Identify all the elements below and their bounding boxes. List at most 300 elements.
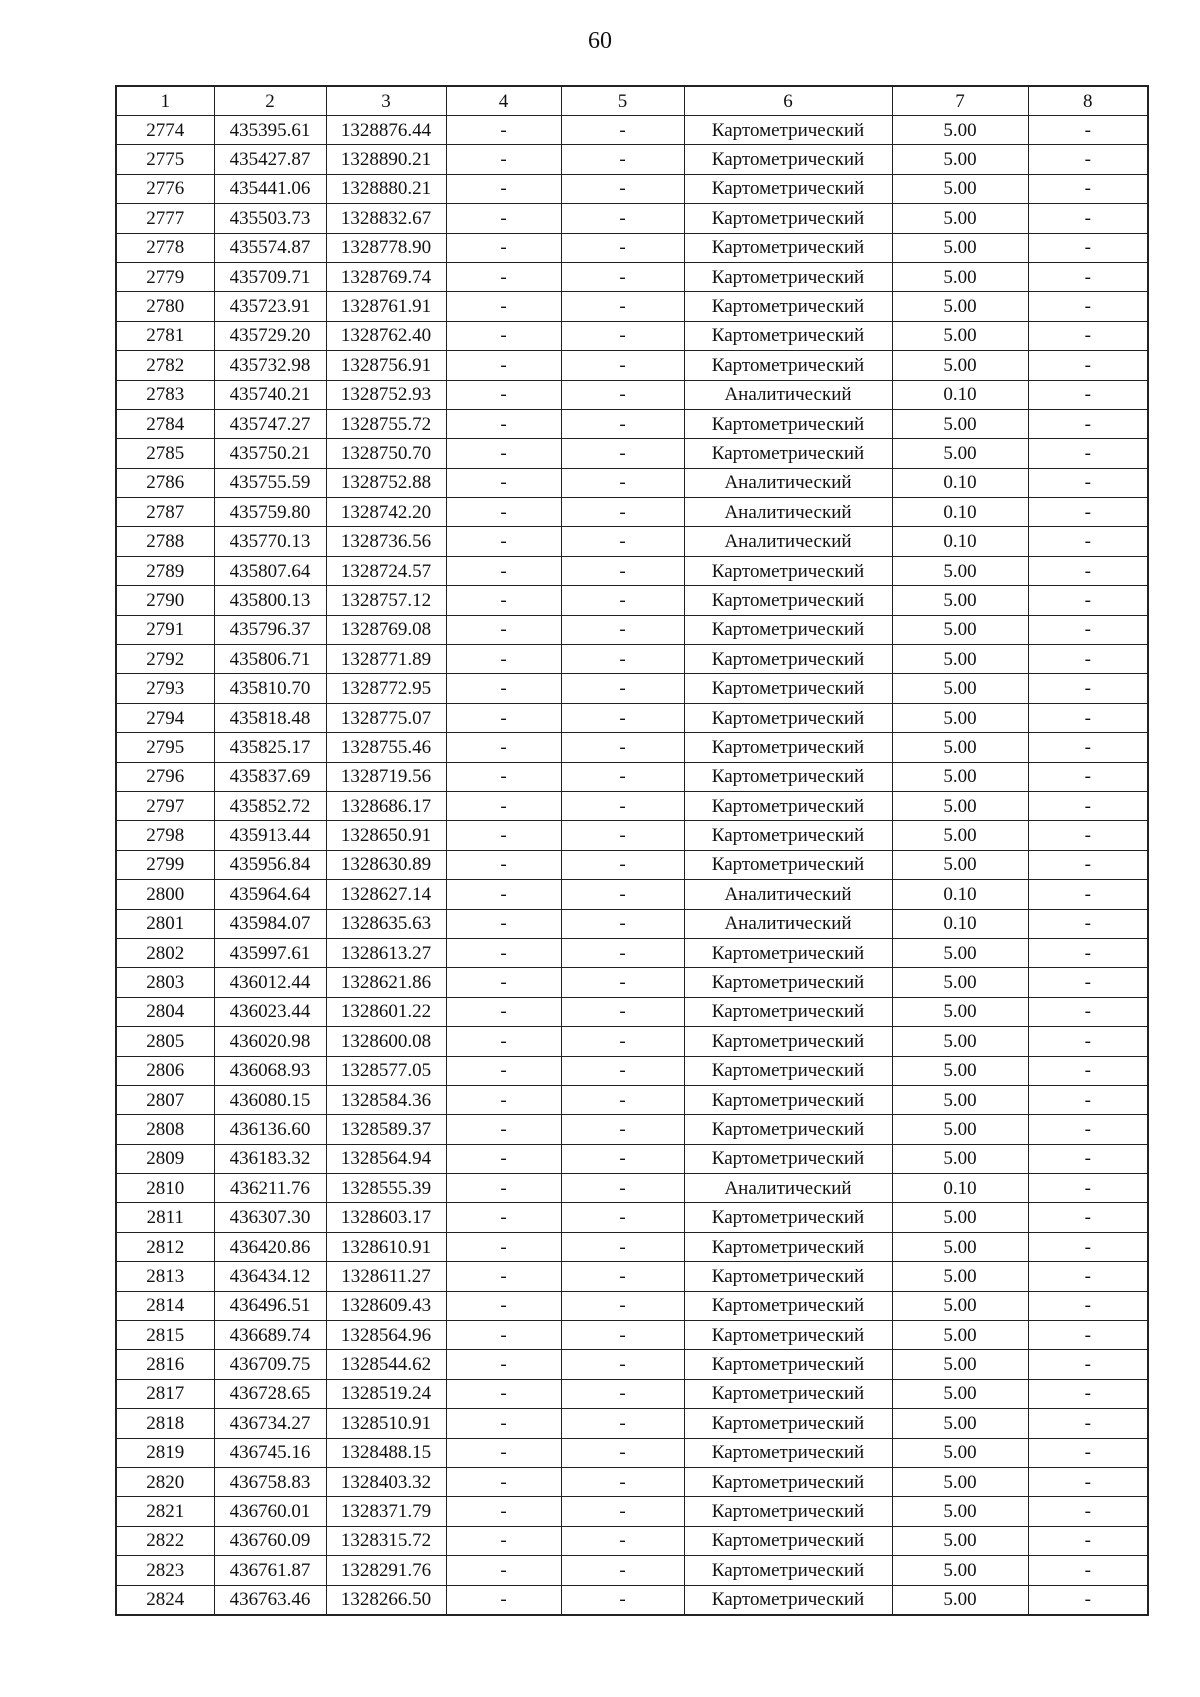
col4-cell: - <box>446 703 561 732</box>
col8-cell: - <box>1028 380 1148 409</box>
accuracy-cell: 5.00 <box>892 204 1028 233</box>
x-coordinate-cell: 436689.74 <box>214 1321 326 1350</box>
col8-cell: - <box>1028 556 1148 585</box>
accuracy-cell: 5.00 <box>892 409 1028 438</box>
col5-cell: - <box>561 1321 684 1350</box>
y-coordinate-cell: 1328635.63 <box>326 909 446 938</box>
method-cell: Картометрический <box>684 1467 892 1496</box>
col8-cell: - <box>1028 821 1148 850</box>
col5-cell: - <box>561 262 684 291</box>
method-cell: Картометрический <box>684 1409 892 1438</box>
x-coordinate-cell: 435796.37 <box>214 615 326 644</box>
col5-cell: - <box>561 292 684 321</box>
col4-cell: - <box>446 380 561 409</box>
method-cell: Картометрический <box>684 821 892 850</box>
col8-cell: - <box>1028 1526 1148 1555</box>
point-number-cell: 2812 <box>116 1232 214 1261</box>
table-row <box>116 233 1148 262</box>
col4-cell: - <box>446 1115 561 1144</box>
y-coordinate-cell: 1328266.50 <box>326 1585 446 1615</box>
col4-cell: - <box>446 262 561 291</box>
x-coordinate-cell: 436012.44 <box>214 968 326 997</box>
x-coordinate-cell: 436760.01 <box>214 1497 326 1526</box>
y-coordinate-cell: 1328610.91 <box>326 1232 446 1261</box>
col8-cell: - <box>1028 174 1148 203</box>
point-number-cell: 2804 <box>116 997 214 1026</box>
accuracy-cell: 5.00 <box>892 292 1028 321</box>
col8-cell: - <box>1028 498 1148 527</box>
col4-cell: - <box>446 204 561 233</box>
accuracy-cell: 0.10 <box>892 1174 1028 1203</box>
col4-cell: - <box>446 1438 561 1467</box>
table-row <box>116 674 1148 703</box>
x-coordinate-cell: 435427.87 <box>214 145 326 174</box>
accuracy-cell: 5.00 <box>892 1115 1028 1144</box>
x-coordinate-cell: 436080.15 <box>214 1085 326 1114</box>
y-coordinate-cell: 1328650.91 <box>326 821 446 850</box>
col4-cell: - <box>446 1027 561 1056</box>
method-cell: Аналитический <box>684 468 892 497</box>
table-row <box>116 762 1148 791</box>
y-coordinate-cell: 1328315.72 <box>326 1526 446 1555</box>
col5-cell: - <box>561 1056 684 1085</box>
point-number-cell: 2780 <box>116 292 214 321</box>
col4-cell: - <box>446 615 561 644</box>
column-header: 3 <box>326 86 446 116</box>
y-coordinate-cell: 1328769.74 <box>326 262 446 291</box>
col4-cell: - <box>446 674 561 703</box>
method-cell: Картометрический <box>684 1232 892 1261</box>
point-number-cell: 2777 <box>116 204 214 233</box>
x-coordinate-cell: 436734.27 <box>214 1409 326 1438</box>
table-row <box>116 997 1148 1026</box>
point-number-cell: 2802 <box>116 938 214 967</box>
accuracy-cell: 5.00 <box>892 1467 1028 1496</box>
col8-cell: - <box>1028 1321 1148 1350</box>
point-number-cell: 2817 <box>116 1379 214 1408</box>
col4-cell: - <box>446 409 561 438</box>
y-coordinate-cell: 1328621.86 <box>326 968 446 997</box>
y-coordinate-cell: 1328742.20 <box>326 498 446 527</box>
col8-cell: - <box>1028 909 1148 938</box>
y-coordinate-cell: 1328371.79 <box>326 1497 446 1526</box>
column-header: 4 <box>446 86 561 116</box>
col5-cell: - <box>561 1027 684 1056</box>
accuracy-cell: 5.00 <box>892 1056 1028 1085</box>
point-number-cell: 2816 <box>116 1350 214 1379</box>
col5-cell: - <box>561 1085 684 1114</box>
col4-cell: - <box>446 1321 561 1350</box>
x-coordinate-cell: 436420.86 <box>214 1232 326 1261</box>
method-cell: Картометрический <box>684 645 892 674</box>
accuracy-cell: 5.00 <box>892 703 1028 732</box>
table-row <box>116 262 1148 291</box>
x-coordinate-cell: 436496.51 <box>214 1291 326 1320</box>
col8-cell: - <box>1028 938 1148 967</box>
y-coordinate-cell: 1328775.07 <box>326 703 446 732</box>
col5-cell: - <box>561 791 684 820</box>
col5-cell: - <box>561 1379 684 1408</box>
point-number-cell: 2810 <box>116 1174 214 1203</box>
table-row <box>116 468 1148 497</box>
col5-cell: - <box>561 204 684 233</box>
col8-cell: - <box>1028 409 1148 438</box>
accuracy-cell: 5.00 <box>892 556 1028 585</box>
table-row <box>116 1056 1148 1085</box>
y-coordinate-cell: 1328890.21 <box>326 145 446 174</box>
table-row <box>116 1115 1148 1144</box>
table-row <box>116 409 1148 438</box>
x-coordinate-cell: 435740.21 <box>214 380 326 409</box>
y-coordinate-cell: 1328757.12 <box>326 586 446 615</box>
accuracy-cell: 5.00 <box>892 174 1028 203</box>
accuracy-cell: 5.00 <box>892 1203 1028 1232</box>
accuracy-cell: 0.10 <box>892 468 1028 497</box>
point-number-cell: 2775 <box>116 145 214 174</box>
table-row <box>116 615 1148 644</box>
x-coordinate-cell: 435729.20 <box>214 321 326 350</box>
point-number-cell: 2801 <box>116 909 214 938</box>
point-number-cell: 2794 <box>116 703 214 732</box>
table-row <box>116 791 1148 820</box>
col5-cell: - <box>561 174 684 203</box>
table-row <box>116 380 1148 409</box>
col5-cell: - <box>561 674 684 703</box>
y-coordinate-cell: 1328752.93 <box>326 380 446 409</box>
x-coordinate-cell: 436761.87 <box>214 1556 326 1585</box>
col5-cell: - <box>561 968 684 997</box>
col4-cell: - <box>446 498 561 527</box>
col8-cell: - <box>1028 1203 1148 1232</box>
point-number-cell: 2792 <box>116 645 214 674</box>
col8-cell: - <box>1028 762 1148 791</box>
accuracy-cell: 0.10 <box>892 909 1028 938</box>
col5-cell: - <box>561 586 684 615</box>
method-cell: Картометрический <box>684 1321 892 1350</box>
table-row <box>116 527 1148 556</box>
col5-cell: - <box>561 1262 684 1291</box>
y-coordinate-cell: 1328584.36 <box>326 1085 446 1114</box>
table-row <box>116 1203 1148 1232</box>
col4-cell: - <box>446 762 561 791</box>
table-row <box>116 586 1148 615</box>
accuracy-cell: 5.00 <box>892 821 1028 850</box>
col4-cell: - <box>446 821 561 850</box>
col5-cell: - <box>561 409 684 438</box>
col5-cell: - <box>561 527 684 556</box>
accuracy-cell: 5.00 <box>892 674 1028 703</box>
point-number-cell: 2795 <box>116 733 214 762</box>
table-body <box>116 116 1148 1615</box>
col8-cell: - <box>1028 1262 1148 1291</box>
x-coordinate-cell: 435825.17 <box>214 733 326 762</box>
col4-cell: - <box>446 733 561 762</box>
accuracy-cell: 5.00 <box>892 615 1028 644</box>
method-cell: Аналитический <box>684 498 892 527</box>
x-coordinate-cell: 435956.84 <box>214 850 326 879</box>
point-number-cell: 2819 <box>116 1438 214 1467</box>
accuracy-cell: 5.00 <box>892 1350 1028 1379</box>
point-number-cell: 2798 <box>116 821 214 850</box>
table-row <box>116 1350 1148 1379</box>
col8-cell: - <box>1028 1115 1148 1144</box>
method-cell: Картометрический <box>684 409 892 438</box>
x-coordinate-cell: 435770.13 <box>214 527 326 556</box>
col8-cell: - <box>1028 116 1148 145</box>
accuracy-cell: 5.00 <box>892 233 1028 262</box>
col4-cell: - <box>446 1232 561 1261</box>
col5-cell: - <box>561 1291 684 1320</box>
x-coordinate-cell: 435807.64 <box>214 556 326 585</box>
col8-cell: - <box>1028 321 1148 350</box>
col5-cell: - <box>561 821 684 850</box>
accuracy-cell: 5.00 <box>892 968 1028 997</box>
y-coordinate-cell: 1328577.05 <box>326 1056 446 1085</box>
point-number-cell: 2776 <box>116 174 214 203</box>
table-row <box>116 703 1148 732</box>
y-coordinate-cell: 1328876.44 <box>326 116 446 145</box>
header-row <box>116 86 1148 116</box>
x-coordinate-cell: 436745.16 <box>214 1438 326 1467</box>
point-number-cell: 2783 <box>116 380 214 409</box>
method-cell: Картометрический <box>684 1556 892 1585</box>
table-row <box>116 733 1148 762</box>
col4-cell: - <box>446 997 561 1026</box>
col5-cell: - <box>561 556 684 585</box>
y-coordinate-cell: 1328291.76 <box>326 1556 446 1585</box>
x-coordinate-cell: 435755.59 <box>214 468 326 497</box>
col4-cell: - <box>446 850 561 879</box>
col4-cell: - <box>446 968 561 997</box>
y-coordinate-cell: 1328755.72 <box>326 409 446 438</box>
method-cell: Картометрический <box>684 938 892 967</box>
accuracy-cell: 5.00 <box>892 1497 1028 1526</box>
method-cell: Картометрический <box>684 1526 892 1555</box>
x-coordinate-cell: 435964.64 <box>214 880 326 909</box>
x-coordinate-cell: 435997.61 <box>214 938 326 967</box>
point-number-cell: 2821 <box>116 1497 214 1526</box>
x-coordinate-cell: 435837.69 <box>214 762 326 791</box>
method-cell: Картометрический <box>684 351 892 380</box>
col8-cell: - <box>1028 1144 1148 1173</box>
col8-cell: - <box>1028 1585 1148 1615</box>
method-cell: Картометрический <box>684 116 892 145</box>
point-number-cell: 2807 <box>116 1085 214 1114</box>
point-number-cell: 2784 <box>116 409 214 438</box>
x-coordinate-cell: 435723.91 <box>214 292 326 321</box>
y-coordinate-cell: 1328771.89 <box>326 645 446 674</box>
x-coordinate-cell: 435732.98 <box>214 351 326 380</box>
table-row <box>116 1409 1148 1438</box>
x-coordinate-cell: 435984.07 <box>214 909 326 938</box>
accuracy-cell: 5.00 <box>892 586 1028 615</box>
col5-cell: - <box>561 615 684 644</box>
col5-cell: - <box>561 703 684 732</box>
col8-cell: - <box>1028 145 1148 174</box>
x-coordinate-cell: 436020.98 <box>214 1027 326 1056</box>
y-coordinate-cell: 1328600.08 <box>326 1027 446 1056</box>
x-coordinate-cell: 435709.71 <box>214 262 326 291</box>
col4-cell: - <box>446 586 561 615</box>
col8-cell: - <box>1028 1438 1148 1467</box>
y-coordinate-cell: 1328403.32 <box>326 1467 446 1496</box>
col5-cell: - <box>561 1526 684 1555</box>
table-row <box>116 556 1148 585</box>
col8-cell: - <box>1028 233 1148 262</box>
col4-cell: - <box>446 645 561 674</box>
col8-cell: - <box>1028 645 1148 674</box>
method-cell: Картометрический <box>684 1144 892 1173</box>
method-cell: Картометрический <box>684 791 892 820</box>
table-row <box>116 645 1148 674</box>
col5-cell: - <box>561 1556 684 1585</box>
table-row <box>116 1467 1148 1496</box>
x-coordinate-cell: 435503.73 <box>214 204 326 233</box>
col8-cell: - <box>1028 204 1148 233</box>
col8-cell: - <box>1028 1232 1148 1261</box>
y-coordinate-cell: 1328832.67 <box>326 204 446 233</box>
method-cell: Картометрический <box>684 1262 892 1291</box>
table-row <box>116 1379 1148 1408</box>
method-cell: Аналитический <box>684 909 892 938</box>
col8-cell: - <box>1028 968 1148 997</box>
col8-cell: - <box>1028 850 1148 879</box>
col8-cell: - <box>1028 1291 1148 1320</box>
col5-cell: - <box>561 1115 684 1144</box>
method-cell: Картометрический <box>684 1027 892 1056</box>
method-cell: Картометрический <box>684 762 892 791</box>
method-cell: Аналитический <box>684 1174 892 1203</box>
point-number-cell: 2800 <box>116 880 214 909</box>
col4-cell: - <box>446 174 561 203</box>
point-number-cell: 2793 <box>116 674 214 703</box>
col5-cell: - <box>561 1497 684 1526</box>
accuracy-cell: 0.10 <box>892 498 1028 527</box>
table-row <box>116 145 1148 174</box>
y-coordinate-cell: 1328601.22 <box>326 997 446 1026</box>
method-cell: Аналитический <box>684 380 892 409</box>
col5-cell: - <box>561 380 684 409</box>
col4-cell: - <box>446 1203 561 1232</box>
y-coordinate-cell: 1328544.62 <box>326 1350 446 1379</box>
col8-cell: - <box>1028 791 1148 820</box>
y-coordinate-cell: 1328555.39 <box>326 1174 446 1203</box>
col5-cell: - <box>561 1438 684 1467</box>
point-number-cell: 2820 <box>116 1467 214 1496</box>
y-coordinate-cell: 1328627.14 <box>326 880 446 909</box>
col5-cell: - <box>561 880 684 909</box>
table-row <box>116 1262 1148 1291</box>
accuracy-cell: 5.00 <box>892 262 1028 291</box>
col5-cell: - <box>561 498 684 527</box>
point-number-cell: 2815 <box>116 1321 214 1350</box>
method-cell: Картометрический <box>684 1379 892 1408</box>
x-coordinate-cell: 436434.12 <box>214 1262 326 1291</box>
method-cell: Картометрический <box>684 1350 892 1379</box>
method-cell: Картометрический <box>684 174 892 203</box>
x-coordinate-cell: 436211.76 <box>214 1174 326 1203</box>
col8-cell: - <box>1028 1350 1148 1379</box>
col5-cell: - <box>561 1174 684 1203</box>
y-coordinate-cell: 1328589.37 <box>326 1115 446 1144</box>
method-cell: Картометрический <box>684 968 892 997</box>
accuracy-cell: 5.00 <box>892 1321 1028 1350</box>
table-row <box>116 292 1148 321</box>
col8-cell: - <box>1028 292 1148 321</box>
col5-cell: - <box>561 321 684 350</box>
point-number-cell: 2797 <box>116 791 214 820</box>
table-row <box>116 880 1148 909</box>
table-row <box>116 1027 1148 1056</box>
accuracy-cell: 5.00 <box>892 997 1028 1026</box>
method-cell: Картометрический <box>684 233 892 262</box>
col4-cell: - <box>446 1174 561 1203</box>
x-coordinate-cell: 435800.13 <box>214 586 326 615</box>
y-coordinate-cell: 1328488.15 <box>326 1438 446 1467</box>
y-coordinate-cell: 1328724.57 <box>326 556 446 585</box>
point-number-cell: 2787 <box>116 498 214 527</box>
x-coordinate-cell: 436760.09 <box>214 1526 326 1555</box>
table-row <box>116 821 1148 850</box>
y-coordinate-cell: 1328880.21 <box>326 174 446 203</box>
col5-cell: - <box>561 1232 684 1261</box>
method-cell: Аналитический <box>684 527 892 556</box>
y-coordinate-cell: 1328750.70 <box>326 439 446 468</box>
table-row <box>116 1556 1148 1585</box>
accuracy-cell: 5.00 <box>892 116 1028 145</box>
table-row <box>116 1321 1148 1350</box>
accuracy-cell: 5.00 <box>892 1585 1028 1615</box>
y-coordinate-cell: 1328609.43 <box>326 1291 446 1320</box>
x-coordinate-cell: 435852.72 <box>214 791 326 820</box>
x-coordinate-cell: 436307.30 <box>214 1203 326 1232</box>
point-number-cell: 2791 <box>116 615 214 644</box>
table-row <box>116 1526 1148 1555</box>
y-coordinate-cell: 1328762.40 <box>326 321 446 350</box>
method-cell: Картометрический <box>684 1291 892 1320</box>
accuracy-cell: 5.00 <box>892 1409 1028 1438</box>
x-coordinate-cell: 435810.70 <box>214 674 326 703</box>
point-number-cell: 2803 <box>116 968 214 997</box>
x-coordinate-cell: 435750.21 <box>214 439 326 468</box>
x-coordinate-cell: 436136.60 <box>214 1115 326 1144</box>
table-row <box>116 1232 1148 1261</box>
method-cell: Картометрический <box>684 615 892 644</box>
col8-cell: - <box>1028 1174 1148 1203</box>
y-coordinate-cell: 1328686.17 <box>326 791 446 820</box>
column-header: 6 <box>684 86 892 116</box>
col5-cell: - <box>561 351 684 380</box>
table-row <box>116 1585 1148 1615</box>
point-number-cell: 2808 <box>116 1115 214 1144</box>
accuracy-cell: 5.00 <box>892 938 1028 967</box>
col4-cell: - <box>446 1085 561 1114</box>
x-coordinate-cell: 435759.80 <box>214 498 326 527</box>
method-cell: Картометрический <box>684 1115 892 1144</box>
col5-cell: - <box>561 733 684 762</box>
col8-cell: - <box>1028 1085 1148 1114</box>
x-coordinate-cell: 435395.61 <box>214 116 326 145</box>
y-coordinate-cell: 1328769.08 <box>326 615 446 644</box>
col5-cell: - <box>561 1585 684 1615</box>
method-cell: Аналитический <box>684 880 892 909</box>
table-row <box>116 174 1148 203</box>
accuracy-cell: 5.00 <box>892 1556 1028 1585</box>
accuracy-cell: 5.00 <box>892 439 1028 468</box>
col8-cell: - <box>1028 1497 1148 1526</box>
col4-cell: - <box>446 1526 561 1555</box>
accuracy-cell: 5.00 <box>892 1027 1028 1056</box>
